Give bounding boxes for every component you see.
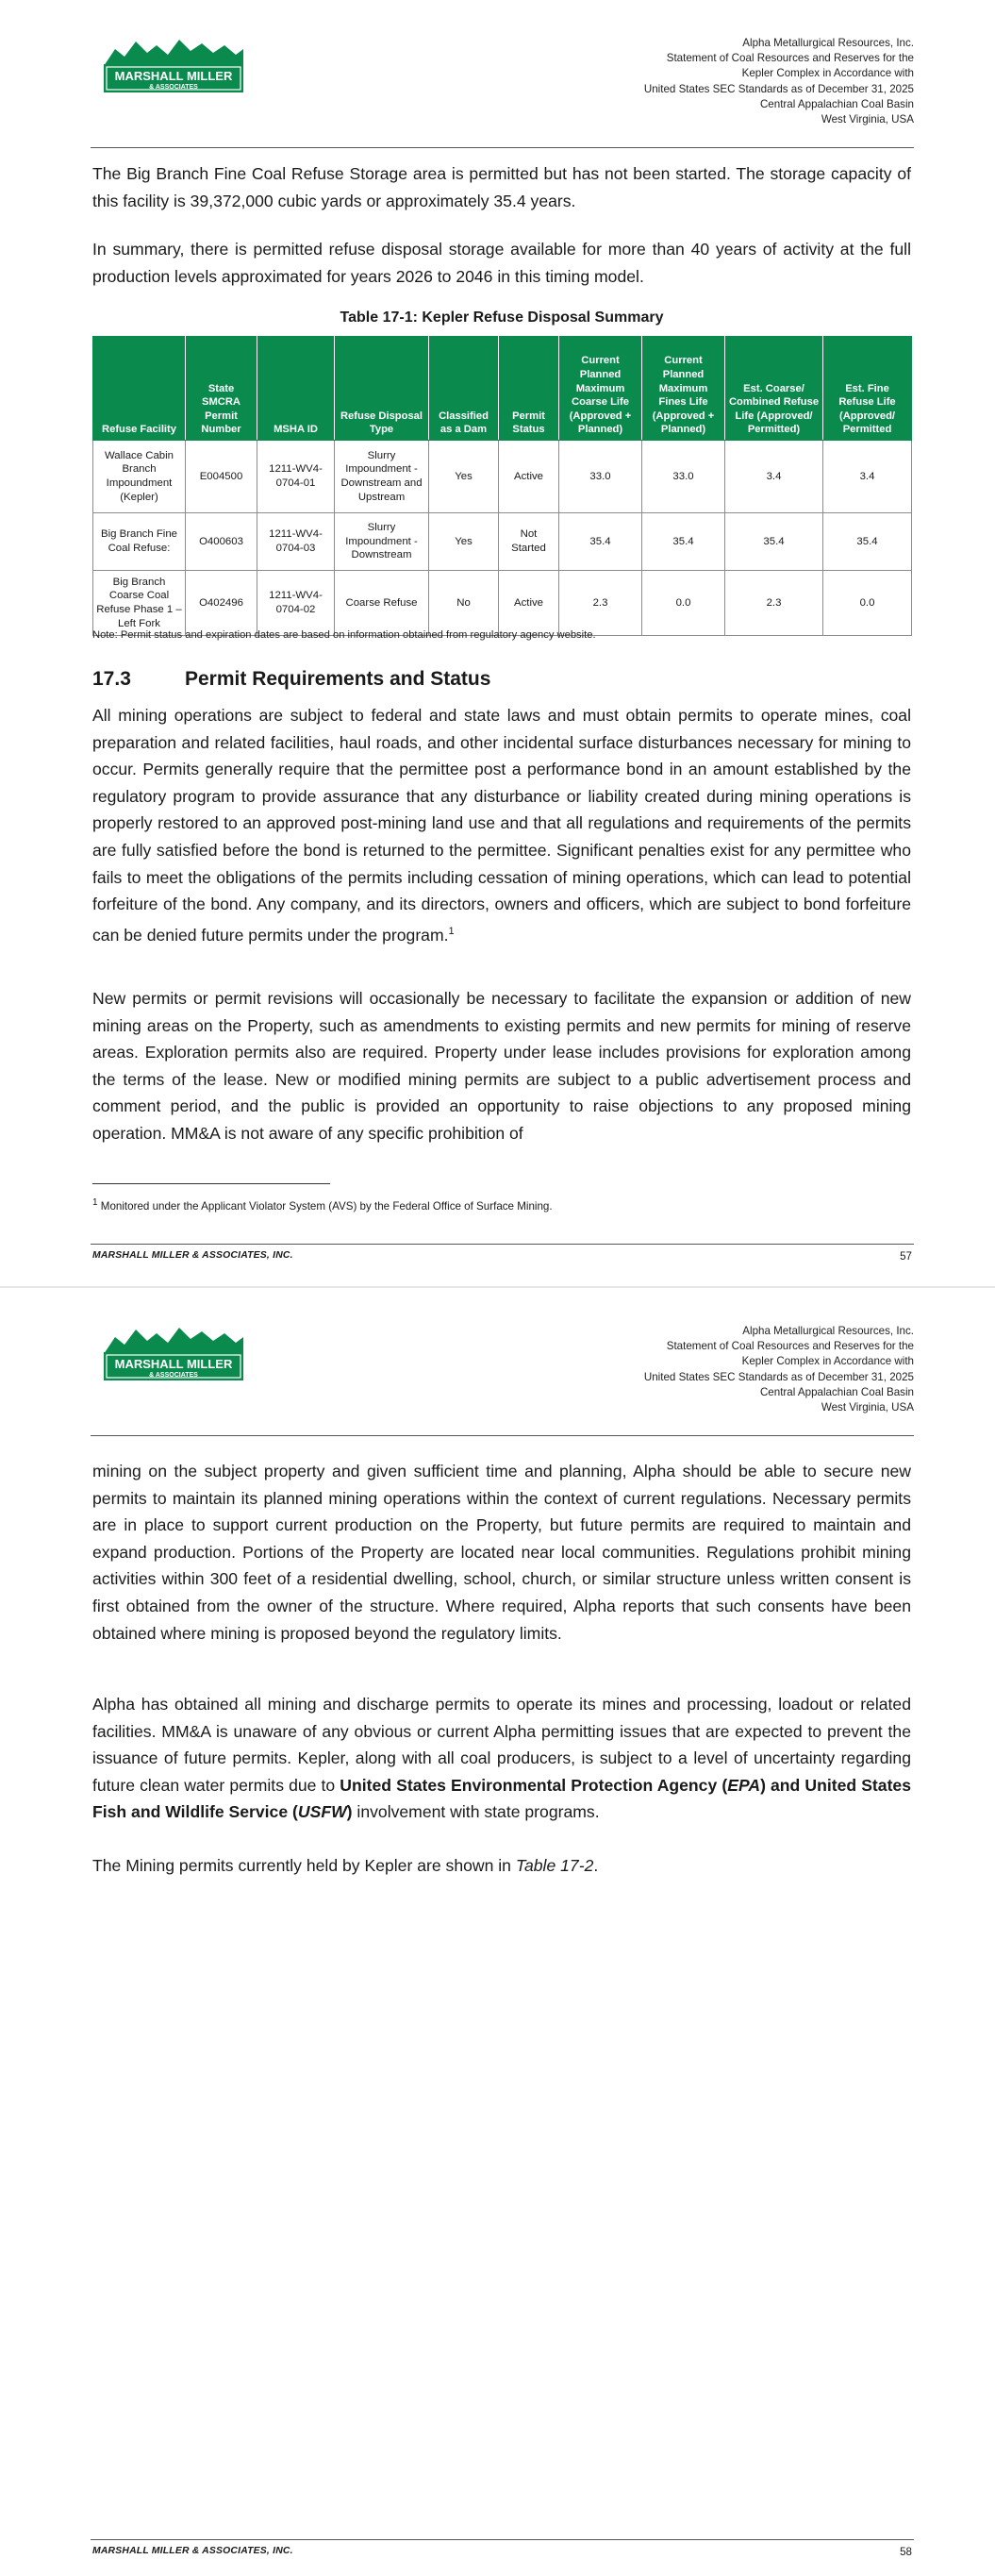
table-cell: Active bbox=[499, 571, 559, 636]
table-row bbox=[93, 571, 912, 636]
table-cell: Slurry Impoundment - Downstream and Upstream bbox=[335, 441, 429, 513]
column-header: Est. Coarse/ Combined Refuse Life (Approved/ Permitted) bbox=[725, 337, 823, 441]
column-header: Current Planned Maximum Fines Life (Approved + Planned) bbox=[642, 337, 725, 441]
header-line: Statement of Coal Resources and Reserves for the bbox=[666, 52, 914, 65]
header-line: Central Appalachian Coal Basin bbox=[759, 97, 914, 110]
table-cell: 3.4 bbox=[823, 441, 912, 513]
table-cell: 33.0 bbox=[642, 441, 725, 513]
header-divider bbox=[91, 1435, 914, 1436]
paragraph: New permits or permit revisions will occasionally be necessary to facilitate the expansion or addition of new mining areas on the Property, such as amendments to existing permits and new permits for mining of reserve areas. Exploration permits also are required. Property under lease includes provisions for exploration among the terms of the lease. New or modified mining permits are subject to a public advertisement process and comment period, and the public is provided an opportunity to raise objections to any proposed mining operation. MM&A is not aware of any specific prohibition of bbox=[92, 989, 911, 1143]
footer-divider bbox=[91, 2539, 914, 2540]
page-58 bbox=[0, 1288, 995, 2576]
table-cell: O400603 bbox=[186, 513, 257, 571]
paragraph: In summary, there is permitted refuse disposal storage available for more than 40 years of activity at the full production levels approximated for years 2026 to 2046 in this timing model. bbox=[92, 240, 911, 286]
table-cell: No bbox=[429, 571, 499, 636]
svg-text:MARSHALL MILLER: MARSHALL MILLER bbox=[114, 1357, 233, 1371]
table-cell: 35.4 bbox=[559, 513, 642, 571]
table-cell: Wallace Cabin Branch Impoundment (Kepler) bbox=[93, 441, 186, 513]
column-header: State SMCRA Permit Number bbox=[186, 337, 257, 441]
table-caption: Table 17-1: Kepler Refuse Disposal Summary bbox=[340, 309, 664, 326]
paragraph: The Mining permits currently held by Kepler are shown in Table 17-2. bbox=[92, 1856, 599, 1875]
header-line: West Virginia, USA bbox=[821, 113, 914, 126]
column-header: Current Planned Maximum Coarse Life (Approved + Planned) bbox=[559, 337, 642, 441]
column-header: Est. Fine Refuse Life (Approved/ Permitted bbox=[823, 337, 912, 441]
table-cell: 1211-WV4-0704-03 bbox=[257, 513, 335, 571]
table-cell: E004500 bbox=[186, 441, 257, 513]
footer-company: MARSHALL MILLER & ASSOCIATES, INC. bbox=[92, 1250, 293, 1261]
footnote-text: Monitored under the Applicant Violator System (AVS) by the Federal Office of Surface Mining. bbox=[100, 1199, 553, 1213]
header-line: Central Appalachian Coal Basin bbox=[759, 1385, 914, 1398]
footnote-divider bbox=[92, 1183, 330, 1184]
header-line: Kepler Complex in Accordance with bbox=[741, 67, 914, 80]
table-cell: 1211-WV4-0704-02 bbox=[257, 571, 335, 636]
footnote-number: 1 bbox=[92, 1197, 98, 1208]
paragraph: The Big Branch Fine Coal Refuse Storage area is permitted but has not been started. The storage capacity of this facility is 39,372,000 cubic yards or approximately 35.4 years. bbox=[92, 164, 911, 210]
header-line: Statement of Coal Resources and Reserves for the bbox=[666, 1340, 914, 1353]
footer-divider bbox=[91, 1244, 914, 1245]
header-divider bbox=[91, 147, 914, 148]
table-cell: O402496 bbox=[186, 571, 257, 636]
header-line: Kepler Complex in Accordance with bbox=[741, 1355, 914, 1368]
company-logo bbox=[98, 28, 249, 98]
svg-text:MARSHALL MILLER: MARSHALL MILLER bbox=[114, 69, 233, 83]
table-cell: 35.4 bbox=[642, 513, 725, 571]
page-number: 57 bbox=[900, 1250, 912, 1263]
table-cell: Active bbox=[499, 441, 559, 513]
report-header bbox=[480, 36, 914, 127]
column-header: Classified as a Dam bbox=[429, 337, 499, 441]
header-line: Alpha Metallurgical Resources, Inc. bbox=[742, 37, 914, 49]
table-cell: 35.4 bbox=[725, 513, 823, 571]
table-cell: 35.4 bbox=[823, 513, 912, 571]
column-header: Refuse Disposal Type bbox=[335, 337, 429, 441]
page-number: 58 bbox=[900, 2546, 912, 2558]
column-header: Permit Status bbox=[499, 337, 559, 441]
company-logo bbox=[98, 1316, 249, 1386]
table-cell: Big Branch Coarse Coal Refuse Phase 1 – Left Fork bbox=[93, 571, 186, 636]
table-cell: 2.3 bbox=[725, 571, 823, 636]
svg-text:& ASSOCIATES: & ASSOCIATES bbox=[149, 1372, 198, 1379]
paragraph: mining on the subject property and given sufficient time and planning, Alpha should be able to secure new permits to maintain its planned mining operations within the context of current regulations. Necessary permits are in place to support current production on the Property, but future permits are required to maintain and expand production. Portions of the Property are located near local communities. Regulations prohibit mining activities within 300 feet of a residential dwelling, school, church, or similar structure unless written consent is first obtained from the owner of the structure. Where required, Alpha reports that such consents have been obtained where mining is proposed beyond the regulatory limits. bbox=[92, 1462, 911, 1643]
footnote-ref: 1 bbox=[448, 925, 455, 937]
table-cell: 0.0 bbox=[823, 571, 912, 636]
table-cell: Coarse Refuse bbox=[335, 571, 429, 636]
footer-company: MARSHALL MILLER & ASSOCIATES, INC. bbox=[92, 2546, 293, 2556]
header-line: West Virginia, USA bbox=[821, 1401, 914, 1414]
table-header-row bbox=[93, 337, 912, 441]
table-cell: 0.0 bbox=[642, 571, 725, 636]
table-cell: Yes bbox=[429, 441, 499, 513]
header-line: United States SEC Standards as of December 31, 2025 bbox=[643, 1370, 914, 1383]
section-title: Permit Requirements and Status bbox=[185, 668, 491, 690]
table-cell: Slurry Impoundment - Downstream bbox=[335, 513, 429, 571]
report-header bbox=[480, 1324, 914, 1415]
table-cell: 2.3 bbox=[559, 571, 642, 636]
table-cell: Not Started bbox=[499, 513, 559, 571]
header-line: Alpha Metallurgical Resources, Inc. bbox=[742, 1325, 914, 1337]
refuse-disposal-table bbox=[92, 336, 912, 636]
header-line: United States SEC Standards as of December 31, 2025 bbox=[643, 82, 914, 95]
footnote bbox=[92, 1197, 553, 1213]
table-reference: Table 17-2 bbox=[515, 1856, 594, 1875]
section-number: 17.3 bbox=[92, 668, 131, 690]
table-note: Note: Permit status and expiration dates are based on information obtained from regulatory agency website. bbox=[92, 629, 596, 641]
paragraph: All mining operations are subject to federal and state laws and must obtain permits to operate mines, coal preparation and related facilities, haul roads, and other incidental surface disturbances necessary for mining to occur. Permits generally require that the permittee post a performance bond in an amount established by the regulatory program to provide assurance that any disturbance or liability created during mining operations is properly restored to an approved post-mining land use and that all regulations and requirements of the permits are fully satisfied before the bond is returned to the permittee. Significant penalties exist for any permittee who fails to meet the obligations of the permits including cessation of mining operations, which can lead to potential forfeiture of the bond. Any company, and its directors, owners and officers, which are subject to bond forfeiture can be denied future permits under the program.$^1$ bbox=[92, 706, 911, 945]
section-heading bbox=[92, 668, 490, 691]
table-cell: 33.0 bbox=[559, 441, 642, 513]
table-cell: Big Branch Fine Coal Refuse: bbox=[93, 513, 186, 571]
svg-text:& ASSOCIATES: & ASSOCIATES bbox=[149, 84, 198, 91]
table-cell: Yes bbox=[429, 513, 499, 571]
table-cell: 3.4 bbox=[725, 441, 823, 513]
table-row bbox=[93, 441, 912, 513]
column-header: Refuse Facility bbox=[93, 337, 186, 441]
table-cell: 1211-WV4-0704-01 bbox=[257, 441, 335, 513]
table-row bbox=[93, 513, 912, 571]
paragraph: Alpha has obtained all mining and discharge permits to operate its mines and processing, loadout or related facilities. MM&A is unaware of any obvious or current Alpha permitting issues that are expected to prevent the issuance of future permits. Kepler, along with all coal producers, is subject to a level of uncertainty regarding future clean water permits due to United States Environmental Protection Agency (EPA) and United States Fish and Wildlife Service (USFW) involvement with state programs. bbox=[92, 1695, 912, 1822]
column-header: MSHA ID bbox=[257, 337, 335, 441]
